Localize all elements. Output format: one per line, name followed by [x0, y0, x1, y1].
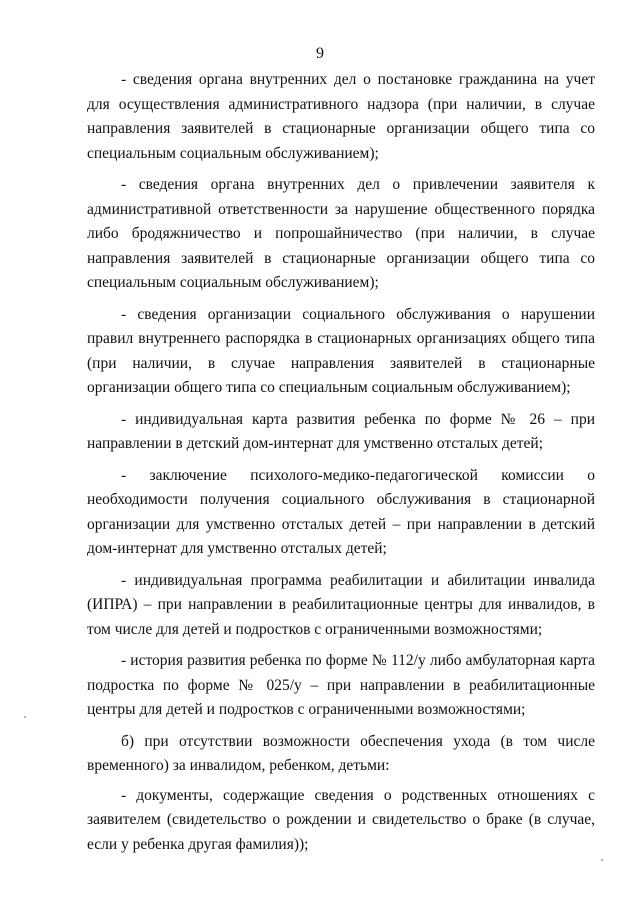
paragraph-internal-rules: - сведения организации социального обслуживания о нарушении правил внутреннего распорядка в стационарных организациях общего типа (при наличии, в случае направления заявителей в стационарные организации общего типа со специальным социальным обслуживанием);	[87, 305, 595, 396]
paragraph-child-development-card: - индивидуальная карта развития ребенка по форме № 26 – при направлении в детский дом-интернат для умственно отсталых детей;	[87, 410, 595, 452]
paragraph-admin-supervision: - сведения органа внутренних дел о постановке гражданина на учет для осуществления административного надзора (при наличии, в случае направления заявителей в стационарные организации общего типа со специальным социальным обслуживанием);	[87, 71, 595, 162]
scan-speck	[601, 859, 603, 861]
scan-speck	[24, 716, 26, 718]
paragraph-ipra: - индивидуальная программа реабилитации и абилитации инвалида (ИПРА) – при направлении в реабилитационные центры для инвалидов, в том числе для детей и подростков с ограниченными возможностями;	[87, 571, 595, 638]
page-number: 9	[316, 45, 324, 62]
paragraph-care-unavailable: б) при отсутствии возможности обеспечения ухода (в том числе временного) за инвалидом, ребенком, детьми:	[87, 732, 595, 774]
paragraph-kinship-documents: - документы, содержащие сведения о родственных отношениях с заявителем (свидетельство о рождении и свидетельство о браке (в случае, если у ребенка другая фамилия));	[87, 786, 595, 853]
paragraph-admin-liability: - сведения органа внутренних дел о привлечении заявителя к административной ответственности за нарушение общественного порядка либо бродяжничество и попрошайничество (при наличии, в случае направления заявителей в стационарные организации общего типа со специальным социальным обслуживанием);	[87, 176, 595, 291]
document-body	[87, 68, 595, 857]
paragraph-pmpk-conclusion: - заключение психолого-медико-педагогической комиссии о необходимости получения социального обслуживания в стационарной организации для умственно отсталых детей – при направлении в детский дом-интернат для умственно отсталых детей;	[87, 466, 595, 557]
paragraph-child-history: - история развития ребенка по форме № 112/у либо амбулаторная карта подростка по форме № 025/у – при направлении в реабилитационные центры для детей и подростков с ограниченными возможностями;	[87, 652, 595, 718]
